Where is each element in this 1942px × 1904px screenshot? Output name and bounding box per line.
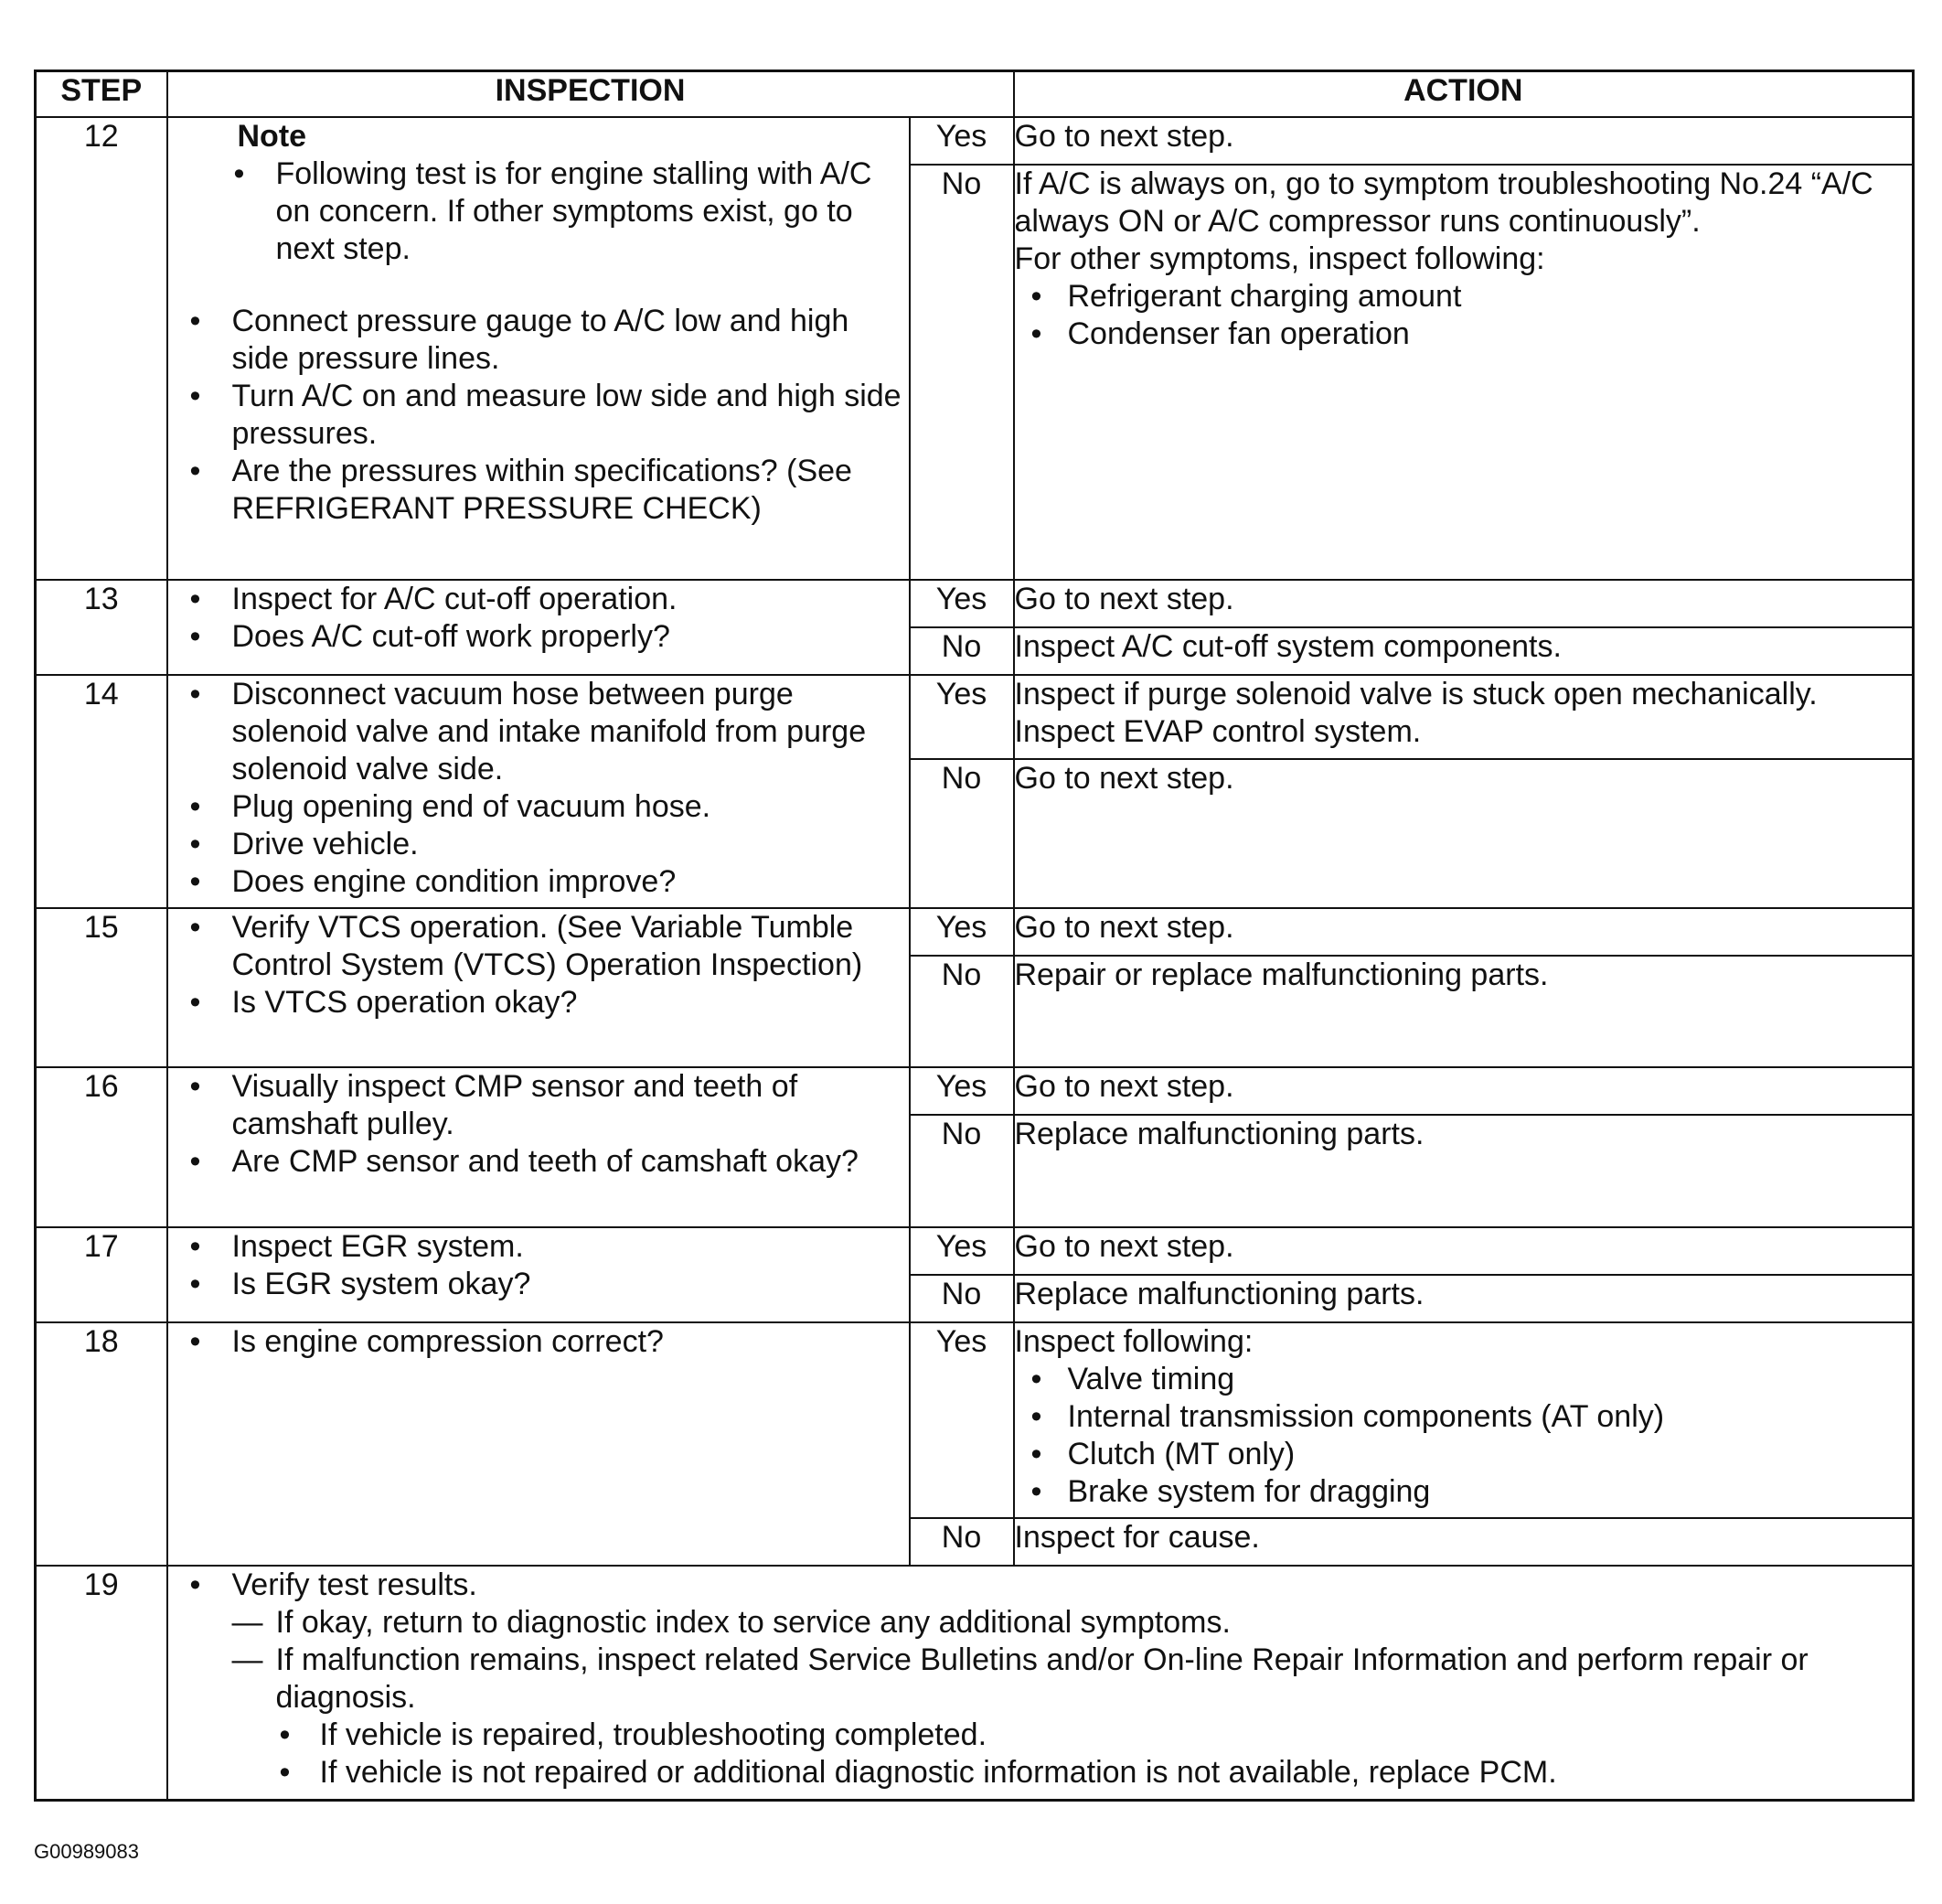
step-15-row-yes <box>36 908 1914 956</box>
action-line: Inspect if purge solenoid valve is stuck open mechanically. <box>1014 677 1818 711</box>
no-action <box>1014 165 1914 580</box>
result-item: — If malfunction remains, inspect related Service Bulletins and/or On-line Repair Information and perform repair or diagnosis. <box>168 1642 1913 1717</box>
result-list <box>168 1604 1913 1717</box>
no-label: No <box>910 627 1014 675</box>
step-number: 17 <box>36 1227 167 1322</box>
inspection-item: • Turn A/C on and measure low side and high side pressures. <box>168 378 909 453</box>
step-17-row-yes <box>36 1227 1914 1275</box>
inspection-item: • Inspect EGR system. <box>168 1228 909 1266</box>
yes-action: Go to next step. <box>1014 580 1914 627</box>
inspection-list <box>168 581 909 656</box>
step-16-inspection <box>167 1067 910 1227</box>
step-13-inspection <box>167 580 910 675</box>
outcome-item: • If vehicle is repaired, troubleshooting completed. <box>168 1717 1913 1754</box>
step-15-inspection <box>167 908 910 1067</box>
step-number: 16 <box>36 1067 167 1227</box>
inspection-item: • Visually inspect CMP sensor and teeth of camshaft pulley. <box>168 1068 909 1143</box>
inspection-item: • Verify VTCS operation. (See Variable Tumble Control System (VTCS) Operation Inspection) <box>168 909 909 984</box>
no-action: Repair or replace malfunctioning parts. <box>1014 956 1914 1067</box>
inspection-item: • Verify test results. <box>168 1567 1913 1604</box>
note-title: Note <box>237 119 307 154</box>
step-18-row-yes <box>36 1322 1914 1518</box>
action-item: • Internal transmission components (AT only) <box>1015 1398 1913 1436</box>
step-17-inspection <box>167 1227 910 1322</box>
inspection-item: • Connect pressure gauge to A/C low and high side pressure lines. <box>168 303 909 378</box>
header-step: STEP <box>36 71 167 118</box>
no-action: Replace malfunctioning parts. <box>1014 1275 1914 1322</box>
action-line: Inspect following: <box>1014 1324 1254 1359</box>
figure-id: G00989083 <box>34 1840 139 1863</box>
yes-label: Yes <box>910 908 1014 956</box>
yes-label: Yes <box>910 580 1014 627</box>
step-13-row-yes <box>36 580 1914 627</box>
yes-label: Yes <box>910 675 1014 759</box>
step-19-inspection <box>167 1566 1914 1800</box>
inspection-item: • Inspect for A/C cut-off operation. <box>168 581 909 618</box>
yes-action <box>1014 675 1914 759</box>
action-line: If A/C is always on, go to symptom troubleshooting No.24 “A/C always ON or A/C compressor runs continuously”. <box>1014 166 1873 239</box>
action-item: • Brake system for dragging <box>1015 1473 1913 1511</box>
step-number: 13 <box>36 580 167 675</box>
note-list <box>168 155 909 268</box>
note-item: • Following test is for engine stalling with A/C on concern. If other symptoms exist, go to next step. <box>168 155 909 268</box>
step-number: 12 <box>36 117 167 580</box>
yes-action: Go to next step. <box>1014 1067 1914 1115</box>
step-14-inspection <box>167 675 910 908</box>
step-number: 19 <box>36 1566 167 1800</box>
yes-label: Yes <box>910 1067 1014 1115</box>
yes-action: Go to next step. <box>1014 1227 1914 1275</box>
diagnostic-table <box>34 70 1915 1802</box>
no-label: No <box>910 1518 1014 1566</box>
step-number: 14 <box>36 675 167 908</box>
inspection-item: • Does A/C cut-off work properly? <box>168 618 909 656</box>
step-number: 18 <box>36 1322 167 1566</box>
inspection-item: • Is EGR system okay? <box>168 1266 909 1303</box>
no-action: Replace malfunctioning parts. <box>1014 1115 1914 1227</box>
header-inspection: INSPECTION <box>167 71 1014 118</box>
inspection-item: • Is engine compression correct? <box>168 1323 909 1361</box>
inspection-item: • Are the pressures within specifications? (See REFRIGERANT PRESSURE CHECK) <box>168 453 909 528</box>
action-line: Inspect EVAP control system. <box>1014 714 1422 749</box>
header-row <box>36 71 1914 118</box>
action-item: • Condenser fan operation <box>1015 316 1913 353</box>
action-line: For other symptoms, inspect following: <box>1014 241 1545 276</box>
action-list <box>1015 1361 1913 1511</box>
action-item: • Refrigerant charging amount <box>1015 278 1913 316</box>
header-action: ACTION <box>1014 71 1914 118</box>
step-number: 15 <box>36 908 167 1067</box>
yes-label: Yes <box>910 1322 1014 1518</box>
inspection-list <box>168 1323 909 1361</box>
yes-action <box>1014 1322 1914 1518</box>
inspection-item: • Disconnect vacuum hose between purge solenoid valve and intake manifold from purge solenoid valve side. <box>168 676 909 788</box>
no-label: No <box>910 759 1014 908</box>
inspection-item: • Does engine condition improve? <box>168 863 909 901</box>
step-12-row-yes <box>36 117 1914 165</box>
action-list <box>1015 278 1913 353</box>
yes-action: Go to next step. <box>1014 908 1914 956</box>
inspection-item: • Plug opening end of vacuum hose. <box>168 788 909 826</box>
step-12-inspection <box>167 117 910 580</box>
result-item: — If okay, return to diagnostic index to service any additional symptoms. <box>168 1604 1913 1642</box>
inspection-list <box>168 909 909 1022</box>
inspection-list <box>168 1567 1913 1604</box>
no-label: No <box>910 165 1014 580</box>
no-action: Inspect A/C cut-off system components. <box>1014 627 1914 675</box>
inspection-list <box>168 1068 909 1181</box>
outcome-item: • If vehicle is not repaired or additional diagnostic information is not available, replace PCM. <box>168 1754 1913 1792</box>
inspection-item: • Drive vehicle. <box>168 826 909 863</box>
inspection-list <box>168 303 909 528</box>
yes-label: Yes <box>910 1227 1014 1275</box>
step-14-row-yes <box>36 675 1914 759</box>
no-label: No <box>910 956 1014 1067</box>
inspection-item: • Are CMP sensor and teeth of camshaft okay? <box>168 1143 909 1181</box>
yes-action: Go to next step. <box>1014 117 1914 165</box>
action-item: • Clutch (MT only) <box>1015 1436 1913 1473</box>
step-16-row-yes <box>36 1067 1914 1115</box>
no-action: Inspect for cause. <box>1014 1518 1914 1566</box>
inspection-item: • Is VTCS operation okay? <box>168 984 909 1022</box>
yes-label: Yes <box>910 117 1014 165</box>
inspection-list <box>168 676 909 901</box>
no-label: No <box>910 1275 1014 1322</box>
outcome-list <box>168 1717 1913 1792</box>
step-18-inspection <box>167 1322 910 1566</box>
inspection-list <box>168 1228 909 1303</box>
action-item: • Valve timing <box>1015 1361 1913 1398</box>
step-19-row <box>36 1566 1914 1800</box>
no-action: Go to next step. <box>1014 759 1914 908</box>
no-label: No <box>910 1115 1014 1227</box>
